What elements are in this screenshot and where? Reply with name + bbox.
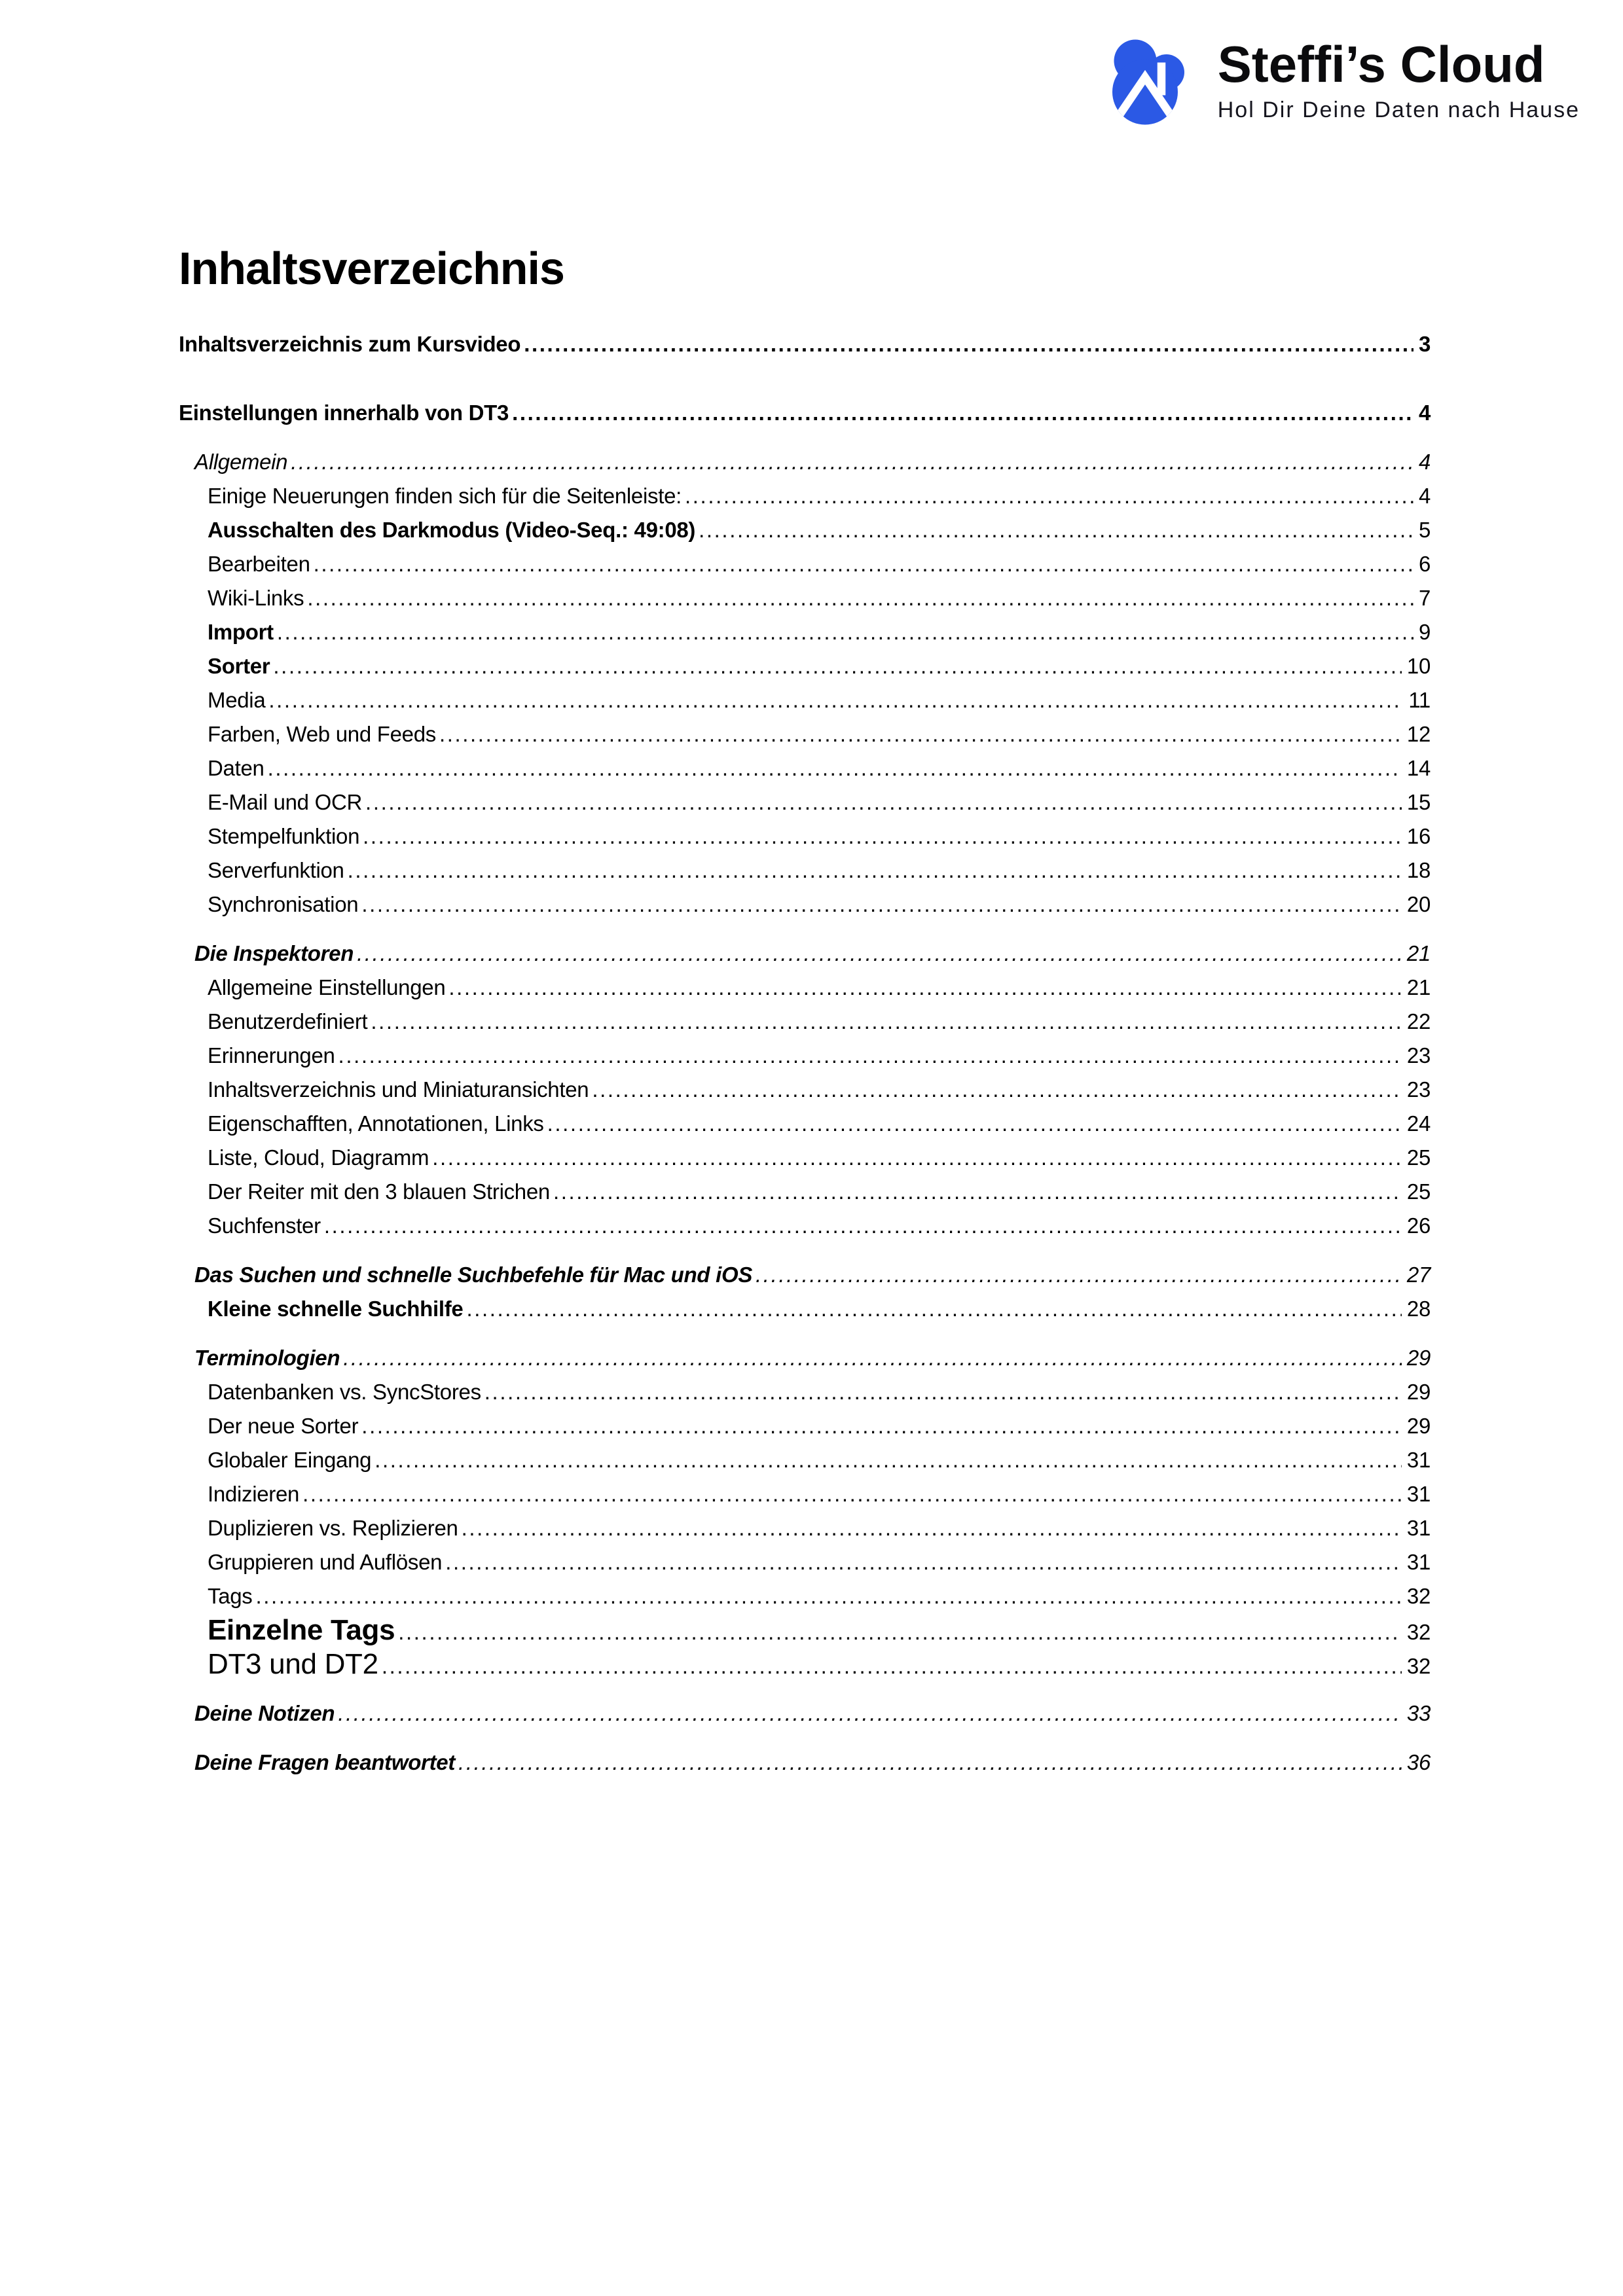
- toc-entry-label: Allgemein: [194, 450, 288, 474]
- toc-entry-page: 22: [1406, 1009, 1431, 1033]
- toc-entry-label: Einstellungen innerhalb von DT3: [179, 401, 509, 425]
- toc-entry-label: Indizieren: [208, 1482, 300, 1506]
- toc-entry[interactable]: [179, 1141, 1431, 1175]
- toc-entry-label: Der Reiter mit den 3 blauen Strichen: [208, 1179, 550, 1204]
- toc-entry[interactable]: [179, 1073, 1431, 1107]
- toc-entry[interactable]: [179, 717, 1431, 751]
- toc-entry-label: Media: [208, 688, 266, 712]
- toc-entry[interactable]: [179, 513, 1431, 547]
- toc-entry[interactable]: [179, 479, 1431, 513]
- toc-entry[interactable]: [179, 1292, 1431, 1326]
- logo-title: Steffi’s Cloud: [1217, 35, 1545, 93]
- dot-leader: [463, 1292, 1401, 1326]
- toc-entry-page: 29: [1406, 1380, 1431, 1404]
- toc-entry[interactable]: [179, 819, 1431, 853]
- toc-entry-label: Datenbanken vs. SyncStores: [208, 1380, 481, 1404]
- toc-entry-page: 26: [1406, 1213, 1431, 1238]
- toc-entry-label: Liste, Cloud, Diagramm: [208, 1145, 429, 1170]
- toc-entry[interactable]: [179, 1107, 1431, 1141]
- toc-entry-page: 32: [1406, 1584, 1431, 1608]
- cloud-house-icon: [1103, 27, 1201, 134]
- toc-entry[interactable]: [179, 1039, 1431, 1073]
- toc-entry-page: 31: [1406, 1516, 1431, 1540]
- toc-entry-page: 21: [1406, 975, 1431, 999]
- dot-leader: [455, 1746, 1402, 1780]
- toc-entry-label: E-Mail und OCR: [208, 790, 363, 814]
- toc-entry-page: 18: [1406, 858, 1431, 882]
- toc-entry-page: 23: [1406, 1077, 1431, 1102]
- toc-entry[interactable]: [179, 888, 1431, 922]
- toc-entry[interactable]: [179, 1746, 1431, 1780]
- toc-entry-page: 27: [1406, 1263, 1431, 1287]
- toc-entry-label: Duplizieren vs. Replizieren: [208, 1516, 458, 1540]
- toc-entry[interactable]: [179, 971, 1431, 1005]
- dot-leader: [442, 1545, 1402, 1579]
- dot-leader: [253, 1579, 1402, 1613]
- toc-entry[interactable]: [179, 445, 1431, 479]
- toc-entry-label: Suchfenster: [208, 1213, 321, 1238]
- toc-entry[interactable]: [179, 1258, 1431, 1292]
- toc-entry-label: Inhaltsverzeichnis zum Kursvideo: [179, 332, 521, 356]
- toc-entry-page: 4: [1418, 484, 1431, 508]
- toc-entry[interactable]: [179, 937, 1431, 971]
- toc-entry-label: Stempelfunktion: [208, 824, 360, 848]
- toc-entry-label: Das Suchen und schnelle Suchbefehle für Mac und iOS: [194, 1263, 753, 1287]
- toc-entry-label: DT3 und DT2: [208, 1648, 378, 1680]
- toc-entry-page: 29: [1406, 1346, 1431, 1370]
- toc-entry-page: 14: [1406, 756, 1431, 780]
- toc-entry[interactable]: [179, 581, 1431, 615]
- toc-entry-label: Import: [208, 620, 274, 644]
- toc-entry-label: Serverfunktion: [208, 858, 344, 882]
- logo-tagline: Hol Dir Deine Daten nach Hause: [1217, 97, 1580, 122]
- toc-entry-label: Daten: [208, 756, 264, 780]
- dot-leader: [299, 1477, 1402, 1511]
- dot-leader: [509, 396, 1413, 430]
- toc-entry[interactable]: [179, 1647, 1431, 1681]
- toc-entry[interactable]: [179, 1579, 1431, 1613]
- toc-entry-page: 25: [1406, 1179, 1431, 1204]
- dot-leader: [752, 1258, 1402, 1292]
- page-title: Inhaltsverzeichnis: [179, 243, 564, 294]
- toc-entry[interactable]: [179, 1175, 1431, 1209]
- toc-entry[interactable]: [179, 751, 1431, 785]
- toc-entry[interactable]: [179, 649, 1431, 683]
- toc-entry-label: Einzelne Tags: [208, 1614, 395, 1646]
- dot-leader: [274, 615, 1413, 649]
- toc-entry-page: 12: [1406, 722, 1431, 746]
- toc-entry[interactable]: [179, 1005, 1431, 1039]
- dot-leader: [682, 479, 1413, 513]
- toc-entry-page: 24: [1406, 1111, 1431, 1136]
- dot-leader: [270, 649, 1401, 683]
- toc-entry-page: 16: [1406, 824, 1431, 848]
- toc-entry-page: 33: [1406, 1701, 1431, 1725]
- toc-entry[interactable]: [179, 1511, 1431, 1545]
- toc-entry-page: 32: [1406, 1654, 1431, 1678]
- toc-entry-page: 28: [1406, 1297, 1431, 1321]
- toc-entry[interactable]: [179, 1341, 1431, 1375]
- toc-entry-page: 21: [1406, 941, 1431, 965]
- table-of-contents: [179, 293, 1431, 1780]
- toc-entry-page: 3: [1418, 332, 1431, 356]
- toc-entry-page: 5: [1418, 518, 1431, 542]
- toc-entry-label: Ausschalten des Darkmodus (Video-Seq.: 49:08): [208, 518, 696, 542]
- dot-leader: [265, 683, 1403, 717]
- toc-entry-page: 7: [1418, 586, 1431, 610]
- dot-leader: [550, 1175, 1402, 1209]
- toc-entry-label: Bearbeiten: [208, 552, 310, 576]
- toc-entry-page: 10: [1406, 654, 1431, 678]
- toc-entry-label: Die Inspektoren: [194, 941, 354, 965]
- logo: [1103, 27, 1580, 134]
- dot-leader: [358, 1409, 1402, 1443]
- toc-entry-label: Sorter: [208, 654, 270, 678]
- toc-entry[interactable]: [179, 1209, 1431, 1243]
- dot-leader: [344, 853, 1402, 888]
- toc-entry-page: 20: [1406, 892, 1431, 916]
- dot-leader: [544, 1107, 1402, 1141]
- dot-leader: [362, 785, 1402, 819]
- toc-entry-label: Wiki-Links: [208, 586, 304, 610]
- toc-entry-page: 4: [1418, 450, 1431, 474]
- toc-entry[interactable]: [179, 785, 1431, 819]
- dot-leader: [458, 1511, 1402, 1545]
- toc-entry-label: Kleine schnelle Suchhilfe: [208, 1297, 464, 1321]
- toc-entry[interactable]: [179, 1443, 1431, 1477]
- dot-leader: [354, 937, 1402, 971]
- toc-entry[interactable]: [179, 1545, 1431, 1579]
- dot-leader: [429, 1141, 1402, 1175]
- toc-entry[interactable]: [179, 1696, 1431, 1731]
- toc-entry-page: 29: [1406, 1414, 1431, 1438]
- toc-entry-label: Erinnerungen: [208, 1043, 335, 1067]
- toc-entry[interactable]: [179, 615, 1431, 649]
- toc-entry[interactable]: [179, 1375, 1431, 1409]
- toc-entry-page: 31: [1406, 1448, 1431, 1472]
- toc-entry-label: Einige Neuerungen finden sich für die Seitenleiste:: [208, 484, 682, 508]
- toc-entry-page: 6: [1418, 552, 1431, 576]
- toc-entry-label: Tags: [208, 1584, 253, 1608]
- toc-entry-label: Synchronisation: [208, 892, 359, 916]
- toc-entry-label: Gruppieren und Auflösen: [208, 1550, 443, 1574]
- dot-leader: [371, 1443, 1402, 1477]
- dot-leader: [378, 1649, 1402, 1683]
- toc-entry-page: 31: [1406, 1482, 1431, 1506]
- dot-leader: [358, 888, 1402, 922]
- dot-leader: [481, 1375, 1402, 1409]
- dot-leader: [520, 327, 1413, 361]
- toc-entry-page: 25: [1406, 1145, 1431, 1170]
- toc-entry[interactable]: [179, 683, 1431, 717]
- dot-leader: [340, 1341, 1402, 1375]
- toc-entry[interactable]: [179, 1409, 1431, 1443]
- toc-entry-page: 9: [1418, 620, 1431, 644]
- toc-entry-page: 23: [1406, 1043, 1431, 1067]
- toc-entry-label: Inhaltsverzeichnis und Miniaturansichten: [208, 1077, 589, 1102]
- toc-entry[interactable]: [179, 327, 1431, 361]
- dot-leader: [589, 1073, 1402, 1107]
- toc-entry-page: 11: [1408, 688, 1431, 712]
- dot-leader: [287, 445, 1413, 479]
- dot-leader: [264, 751, 1402, 785]
- dot-leader: [395, 1615, 1402, 1649]
- dot-leader: [367, 1005, 1402, 1039]
- toc-entry[interactable]: [179, 547, 1431, 581]
- dot-leader: [445, 971, 1402, 1005]
- toc-entry-label: Allgemeine Einstellungen: [208, 975, 446, 999]
- dot-leader: [695, 513, 1413, 547]
- toc-entry[interactable]: [179, 1477, 1431, 1511]
- dot-leader: [436, 717, 1402, 751]
- toc-entry-label: Benutzerdefiniert: [208, 1009, 368, 1033]
- toc-entry-page: 4: [1418, 401, 1431, 425]
- dot-leader: [304, 581, 1413, 615]
- dot-leader: [335, 1696, 1402, 1731]
- toc-entry[interactable]: [179, 853, 1431, 888]
- dot-leader: [321, 1209, 1402, 1243]
- toc-entry-page: 32: [1406, 1620, 1431, 1644]
- toc-entry-page: 15: [1406, 790, 1431, 814]
- dot-leader: [359, 819, 1402, 853]
- dot-leader: [335, 1039, 1402, 1073]
- toc-entry-label: Deine Notizen: [194, 1701, 335, 1725]
- toc-entry-label: Terminologien: [194, 1346, 340, 1370]
- toc-entry-label: Der neue Sorter: [208, 1414, 359, 1438]
- toc-entry-label: Farben, Web und Feeds: [208, 722, 436, 746]
- toc-entry[interactable]: [179, 396, 1431, 430]
- toc-entry-label: Eigenschafften, Annotationen, Links: [208, 1111, 544, 1136]
- toc-entry-page: 36: [1406, 1750, 1431, 1774]
- toc-entry-page: 31: [1406, 1550, 1431, 1574]
- toc-entry-label: Deine Fragen beantwortet: [194, 1750, 456, 1774]
- dot-leader: [310, 547, 1413, 581]
- toc-entry[interactable]: [179, 1613, 1431, 1647]
- toc-entry-label: Globaler Eingang: [208, 1448, 372, 1472]
